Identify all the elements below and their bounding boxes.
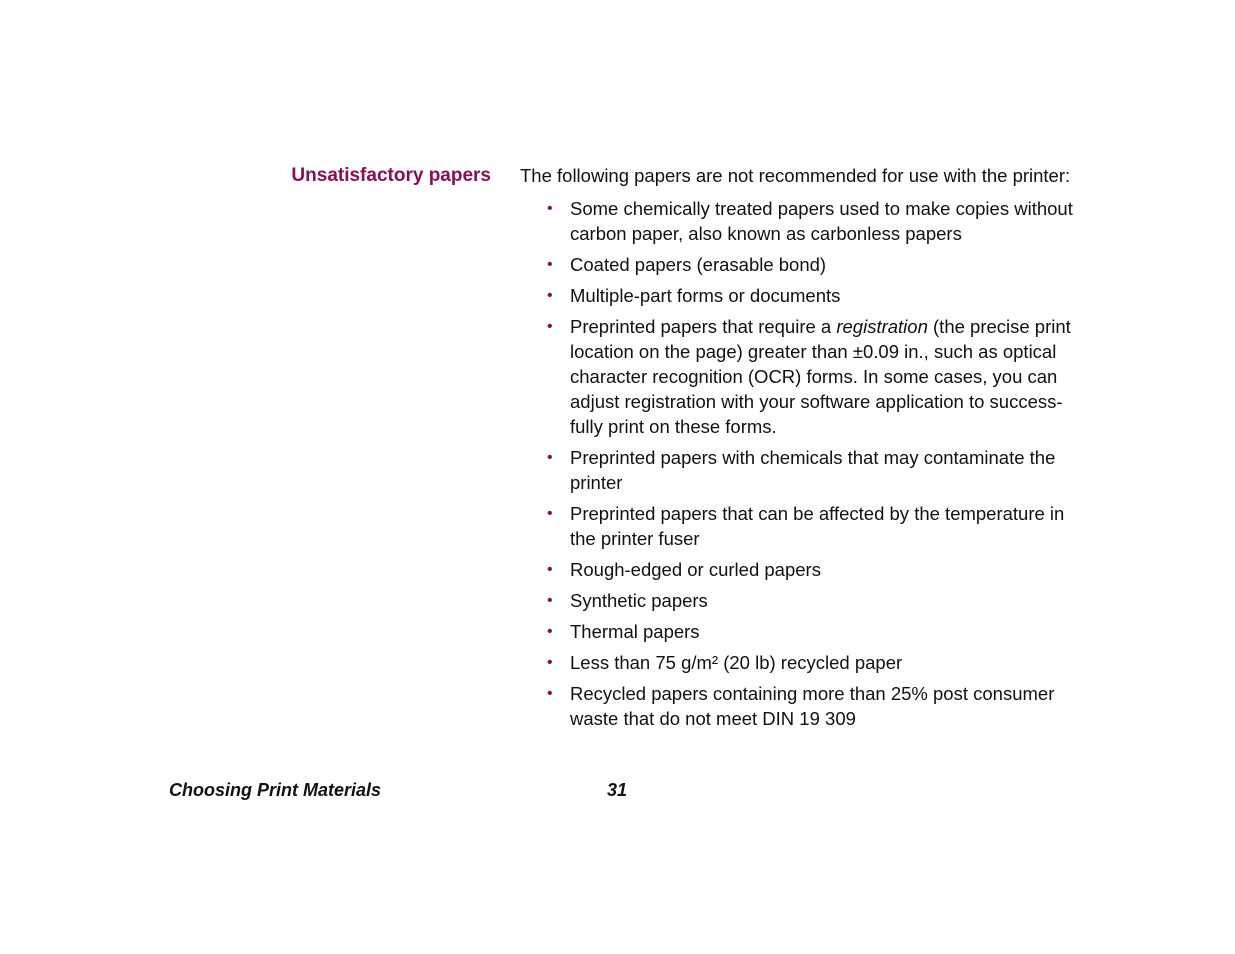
list-item-text: Some chemically treated papers used to make copies without carbon paper, also known as carbonless papers [570,198,1073,244]
section-heading: Unsatisfactory papers [291,165,491,186]
list-item-text-before: Preprinted papers that require a [570,316,837,337]
list-item-text: Coated papers (erasable bond) [570,254,827,275]
bullet-icon: • [547,318,553,335]
footer-page-number: 31 [607,780,628,800]
list-item [520,445,1090,495]
list-item [520,252,1090,277]
list-item-text: Less than 75 g/m² (20 lb) recycled paper [570,652,903,673]
list-item [520,557,1090,582]
list-item-text: Preprinted papers that can be affected by the temperature in the printer fuser [570,503,1065,549]
list-item [520,588,1090,613]
list-item [520,501,1090,551]
list-item-text-after: (the precise print location on the page) greater than ±0.09 in., such as optical character recognition (OCR) forms. In some cases, you can adjust registration with your software application to success-fully print on these forms. [570,316,1071,437]
list-item-text: Thermal papers [570,621,700,642]
list-item [520,650,1090,675]
bullet-icon: • [547,256,553,273]
intro-paragraph: The following papers are not recommended for use with the printer: [520,165,1071,186]
footer-chapter-title: Choosing Print Materials [169,780,382,800]
list-item-text: Synthetic papers [570,590,708,611]
list-item [520,681,1090,731]
bullet-icon: • [547,561,553,578]
list-item [520,196,1090,246]
list-item-text: Recycled papers containing more than 25% post consumer waste that do not meet DIN 19 309 [570,683,1055,729]
section-content [520,163,1090,737]
bullet-icon: • [547,287,553,304]
unsatisfactory-papers-list [520,196,1090,731]
list-item-text: Rough-edged or curled papers [570,559,821,580]
list-item [520,314,1090,439]
bullet-icon: • [547,449,553,466]
list-item-emphasis: registration [836,316,928,337]
bullet-icon: • [547,505,553,522]
list-item-text: Preprinted papers with chemicals that may contaminate the printer [570,447,1056,493]
list-item [520,619,1090,644]
bullet-icon: • [547,623,553,640]
list-item [520,283,1090,308]
bullet-icon: • [547,200,553,217]
bullet-icon: • [547,592,553,609]
list-item-text: Multiple-part forms or documents [570,285,841,306]
bullet-icon: • [547,685,553,702]
bullet-icon: • [547,654,553,671]
